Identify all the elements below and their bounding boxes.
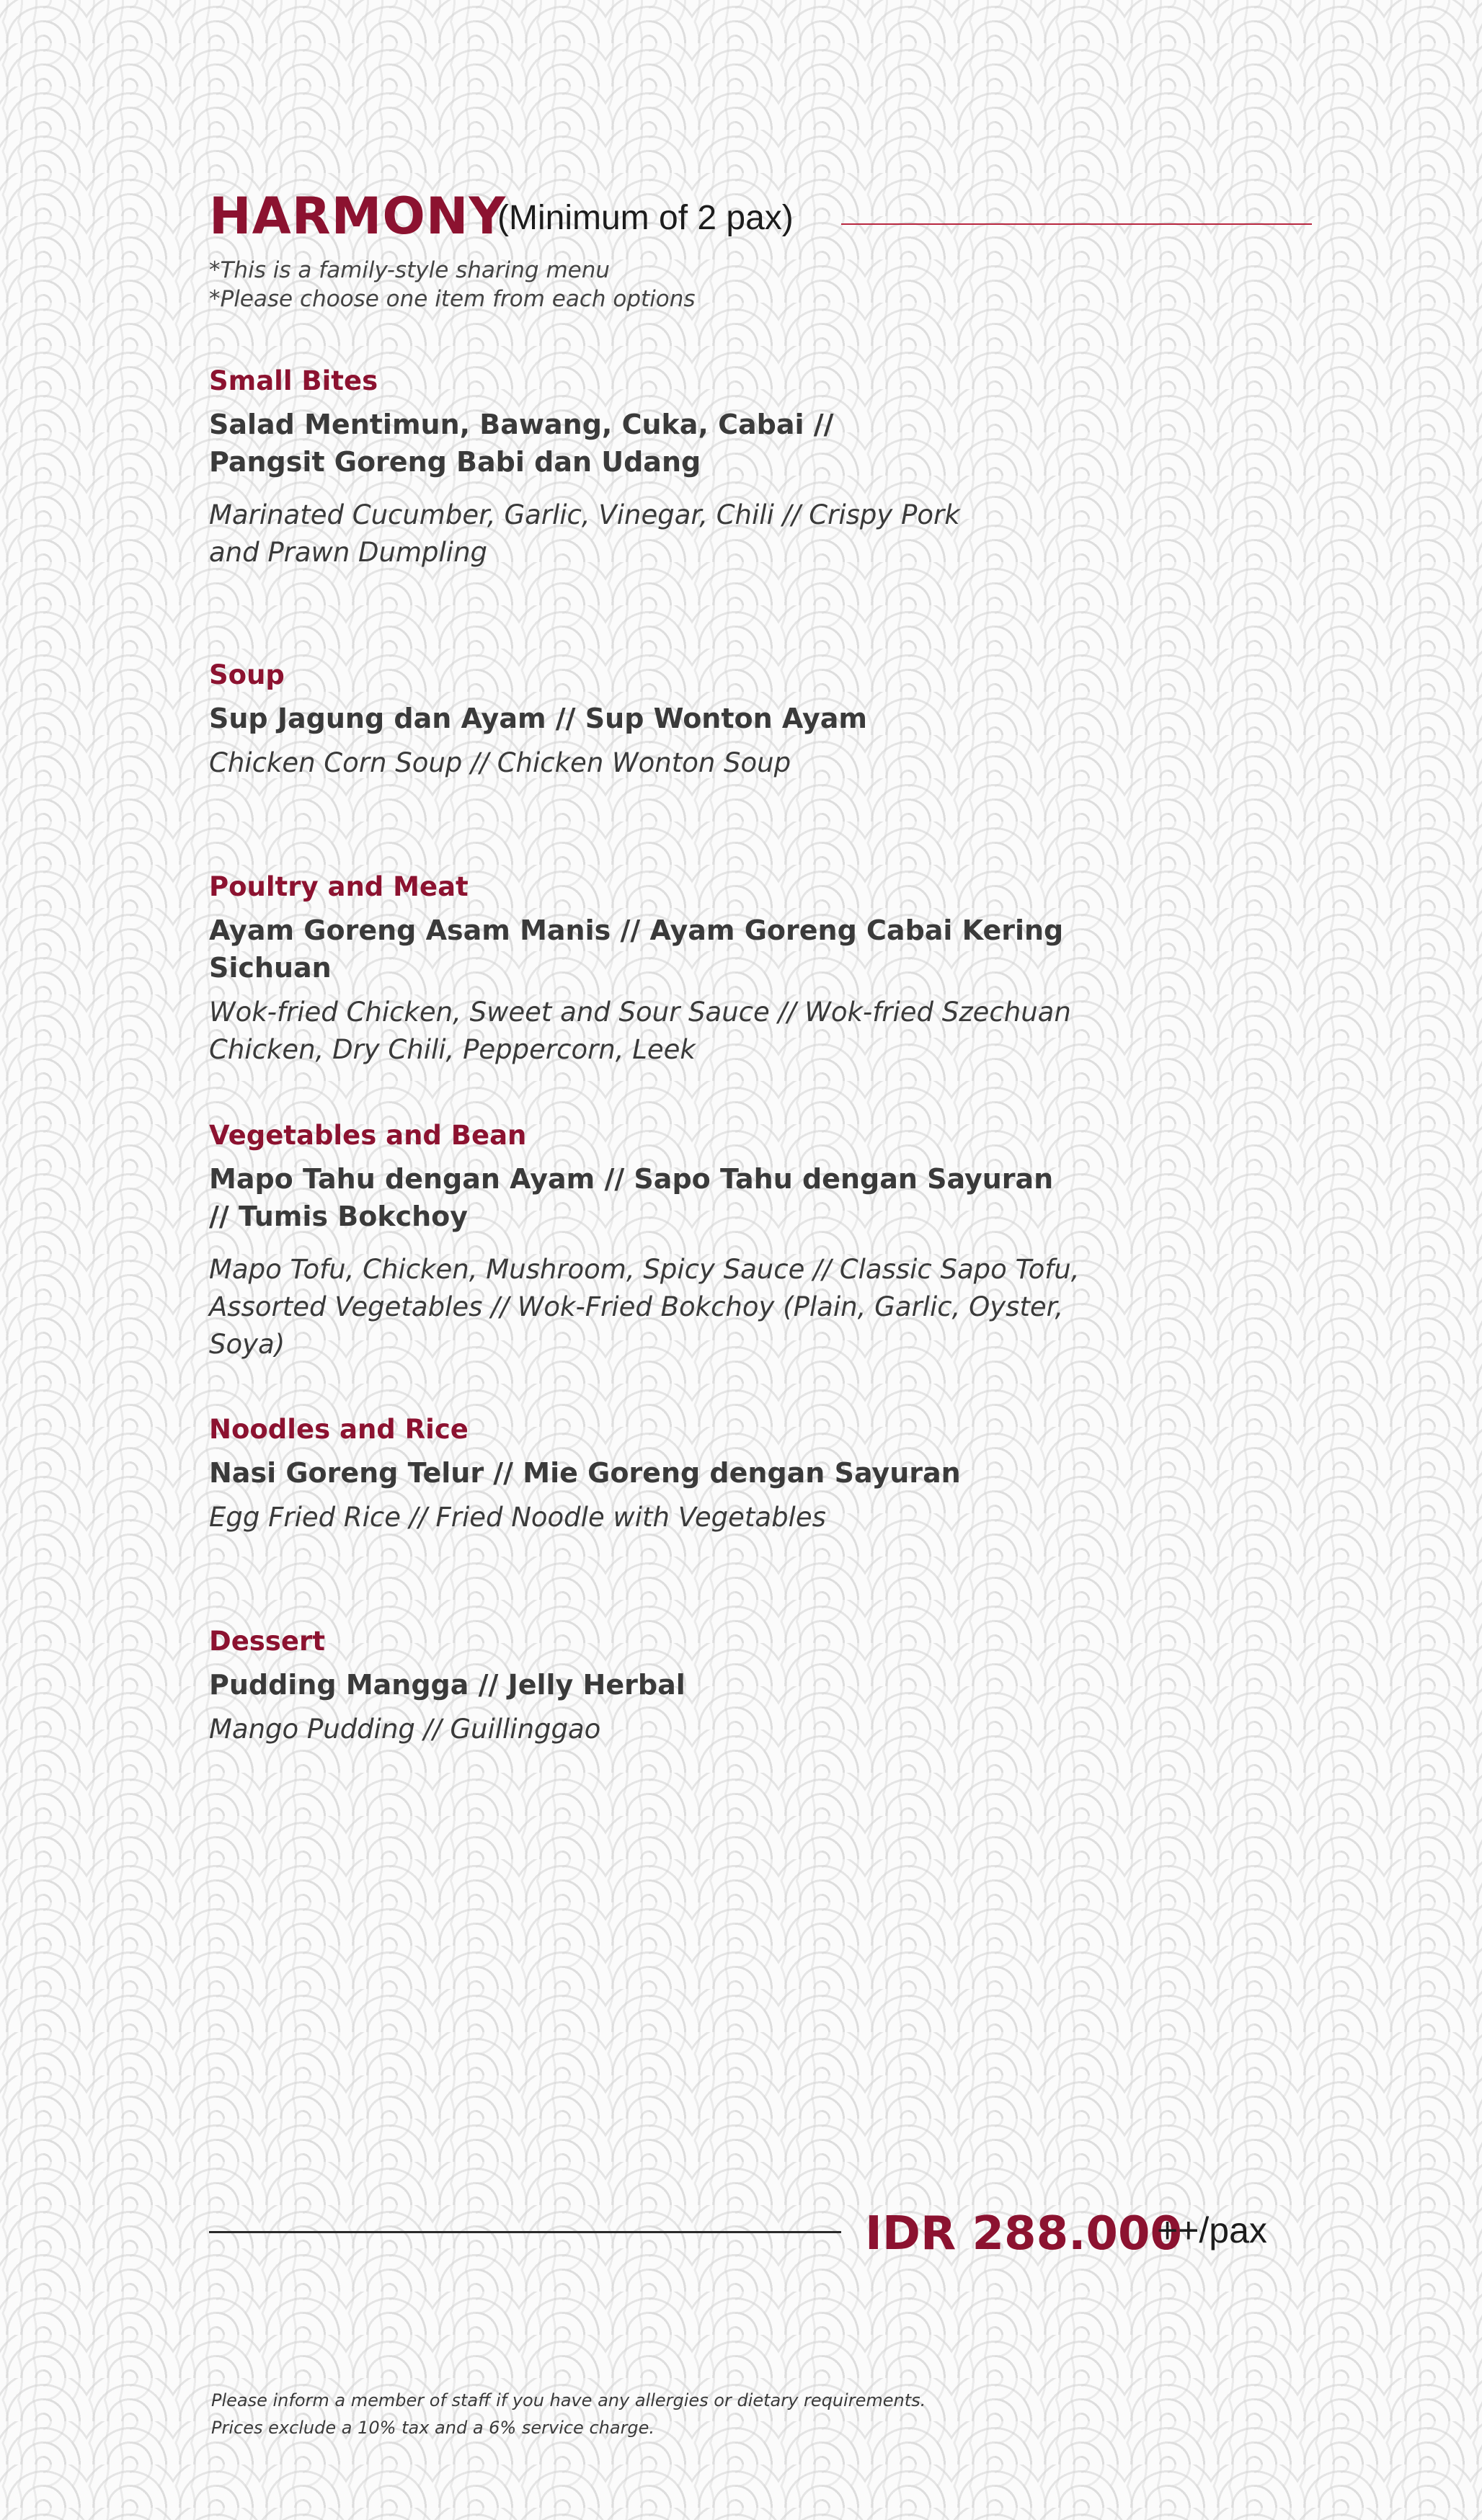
dish-description: Wok-fried Chicken, Sweet and Sour Sauce // Wok-fried Szechuan Chicken, Dry Chili, Peppercorn, Leek (209, 997, 1071, 1065)
dish-name: Salad Mentimun, Bawang, Cuka, Cabai // Pangsit Goreng Babi dan Udang (209, 409, 834, 478)
dish-description: Mapo Tofu, Chicken, Mushroom, Spicy Sauce // Classic Sapo Tofu, Assorted Vegetables // Wok-Fried Bokchoy (Plain, Garlic, Oyster, Soya) (209, 1254, 1080, 1360)
section-title: Noodles and Rice (209, 1414, 469, 1445)
menu-title: HARMONY (209, 187, 507, 246)
header-divider (841, 223, 1312, 225)
price-amount: IDR 288.000 (865, 2207, 1182, 2261)
menu-subtitle: (Minimum of 2 pax) (497, 199, 794, 237)
dish-name: Ayam Goreng Asam Manis // Ayam Goreng Cabai Kering Sichuan (209, 914, 1064, 984)
section-title: Vegetables and Bean (209, 1120, 527, 1151)
note-choose: *Please choose one item from each options (209, 286, 696, 312)
price-divider (209, 2231, 841, 2233)
footer-tax-note: Prices exclude a 10% tax and a 6% service charge. (211, 2418, 655, 2438)
dish-name: Nasi Goreng Telur // Mie Goreng dengan Sayuran (209, 1457, 961, 1489)
dish-description: Mango Pudding // Guillinggao (209, 1714, 601, 1745)
price-suffix: ++/pax (1157, 2210, 1267, 2250)
dish-name: Sup Jagung dan Ayam // Sup Wonton Ayam (209, 703, 867, 734)
dish-description: Egg Fried Rice // Fried Noodle with Vegetables (209, 1502, 826, 1533)
dish-name: Pudding Mangga // Jelly Herbal (209, 1669, 685, 1701)
menu-footer (211, 2387, 926, 2441)
section-vegetables-and-bean (209, 1118, 1146, 1363)
section-title: Dessert (209, 1626, 325, 1657)
section-dessert (209, 1624, 1146, 1748)
section-poultry-and-meat (209, 870, 1146, 1069)
menu-header (209, 184, 1312, 249)
section-small-bites (209, 364, 1146, 571)
section-soup (209, 658, 1146, 782)
menu-notes (209, 256, 696, 313)
section-noodles-and-rice (209, 1412, 1146, 1536)
note-sharing: *This is a family-style sharing menu (209, 257, 611, 283)
section-title: Soup (209, 659, 285, 690)
footer-allergy-note: Please inform a member of staff if you have any allergies or dietary requirements. (211, 2390, 926, 2410)
section-title: Small Bites (209, 365, 378, 396)
section-title: Poultry and Meat (209, 871, 469, 902)
dish-description: Chicken Corn Soup // Chicken Wonton Soup (209, 747, 791, 778)
dish-description: Marinated Cucumber, Garlic, Vinegar, Chili // Crispy Pork and Prawn Dumpling (209, 499, 960, 568)
dish-name: Mapo Tahu dengan Ayam // Sapo Tahu dengan Sayuran // Tumis Bokchoy (209, 1163, 1054, 1232)
